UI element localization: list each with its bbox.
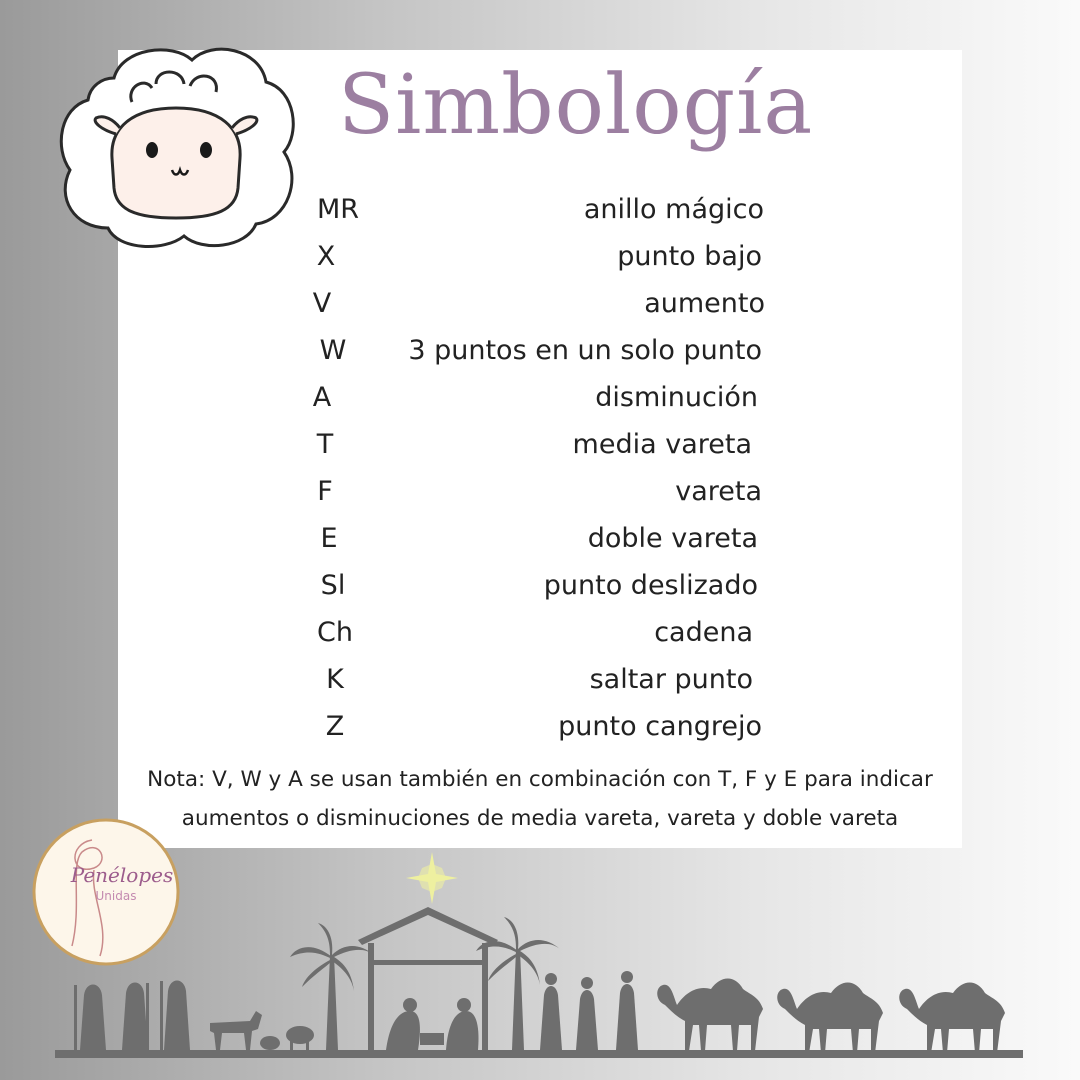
symbol-abbreviation: Z [325,711,345,742]
symbol-row [0,331,1080,371]
symbol-description: disminución [595,382,758,413]
symbol-abbreviation: T [316,429,334,460]
symbol-description: 3 puntos en un solo punto [408,335,762,366]
symbol-description: saltar punto [589,664,753,695]
symbol-row [0,190,1080,230]
symbol-row [0,660,1080,700]
symbol-description: media vareta [572,429,752,460]
symbol-abbreviation: A [312,382,332,413]
symbol-description: punto cangrejo [558,711,762,742]
symbol-abbreviation: MR [316,194,360,225]
symbol-row [0,472,1080,512]
nativity-silhouette-icon [0,845,1080,1080]
symbol-abbreviation: V [312,288,332,319]
symbol-abbreviation: X [316,241,336,272]
symbol-abbreviation: K [326,664,344,695]
symbol-row [0,425,1080,465]
symbol-abbreviation: W [319,335,347,366]
logo-subtitle: Unidas [95,889,137,903]
symbol-row [0,613,1080,653]
symbol-description: punto bajo [617,241,762,272]
symbol-description: cadena [654,617,753,648]
symbol-description: anillo mágico [583,194,764,225]
symbol-abbreviation: E [320,523,338,554]
page-title: Simbología [338,58,814,153]
note-line-1: Nota: V, W y A se usan también en combinación con T, F y E para indicar [147,767,933,792]
symbol-description: aumento [644,288,765,319]
symbol-row [0,237,1080,277]
symbol-description: punto deslizado [543,570,758,601]
symbol-row [0,519,1080,559]
symbol-row [0,566,1080,606]
symbol-row [0,284,1080,324]
symbol-row [0,378,1080,418]
note [118,760,962,838]
symbol-description: vareta [675,476,762,507]
star-icon [406,852,458,904]
logo-name: Penélopes [70,863,174,887]
symbol-row [0,707,1080,747]
symbol-abbreviation: F [317,476,333,507]
note-line-2: aumentos o disminuciones de media vareta, vareta y doble vareta [181,806,899,831]
symbol-abbreviation: Sl [320,570,346,601]
symbol-description: doble vareta [587,523,758,554]
symbol-abbreviation: Ch [317,617,353,648]
